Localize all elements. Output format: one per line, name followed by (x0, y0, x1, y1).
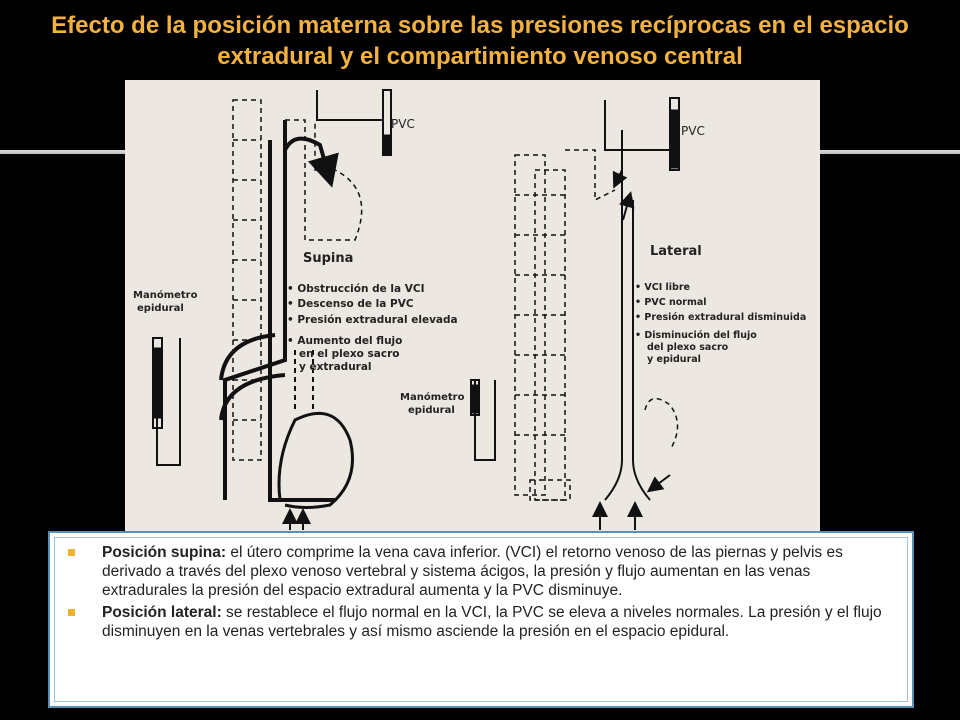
bullet-item-supine (102, 543, 896, 600)
square-bullet-icon (68, 609, 75, 616)
venous-diagram (125, 80, 820, 532)
manometer-label-right-2: epidural (408, 405, 455, 416)
lateral-item: • Disminución del flujo (635, 330, 757, 341)
supine-item: • Descenso de la PVC (287, 298, 414, 310)
lateral-item: • PVC normal (635, 297, 707, 308)
manometer-label-right-1: Manómetro (400, 392, 465, 403)
manometer-label-left-2: epidural (137, 303, 184, 314)
pvc-label-left: PVC (391, 117, 415, 131)
lateral-item: • Presión extradural disminuida (635, 312, 807, 323)
supine-item: y extradural (299, 361, 372, 373)
lateral-item: y epidural (647, 354, 701, 365)
square-bullet-icon (68, 549, 75, 556)
supine-item: en el plexo sacro (299, 348, 400, 360)
lateral-item: del plexo sacro (647, 342, 729, 353)
bullet-textbox (48, 531, 914, 708)
supine-item: • Aumento del flujo (287, 335, 403, 347)
supine-item: • Obstrucción de la VCI (287, 283, 425, 295)
supine-item: • Presión extradural elevada (287, 314, 458, 326)
bullet-text: el útero comprime la vena cava inferior. (VCI) el retorno venoso de las piernas y pelvis es derivado a través del plexo venoso vertebral y sistema ácigos, la presión y flujo aumentan en las venas extradurales la presión del espacio extradural aumenta y la PVC disminuye. (102, 544, 843, 599)
anatomy-figure (125, 80, 820, 532)
slide-title: Efecto de la posición materna sobre las presiones recíprocas en el espacio extradural y el compartimiento venoso central (51, 12, 909, 70)
supine-label: Supina (303, 251, 354, 266)
pvc-label-right: PVC (681, 124, 705, 138)
lateral-item: • VCI libre (635, 282, 690, 293)
supine-diagram (153, 90, 391, 530)
manometer-label-left-1: Manómetro (133, 290, 198, 301)
vertebral-column-right (515, 150, 678, 500)
bullet-text: se restablece el flujo normal en la VCI, la PVC se eleva a niveles normales. La presión y el flujo disminuyen en la venas vertebrales y así mismo asciende la presión en el espacio epidural. (102, 604, 882, 640)
vertebral-column-left (233, 100, 362, 460)
bullet-lead: Posición lateral: (102, 604, 222, 621)
lateral-label: Lateral (650, 244, 702, 259)
bullet-item-lateral (102, 603, 896, 641)
bullet-list (50, 533, 912, 641)
bullet-lead: Posición supina: (102, 544, 227, 561)
